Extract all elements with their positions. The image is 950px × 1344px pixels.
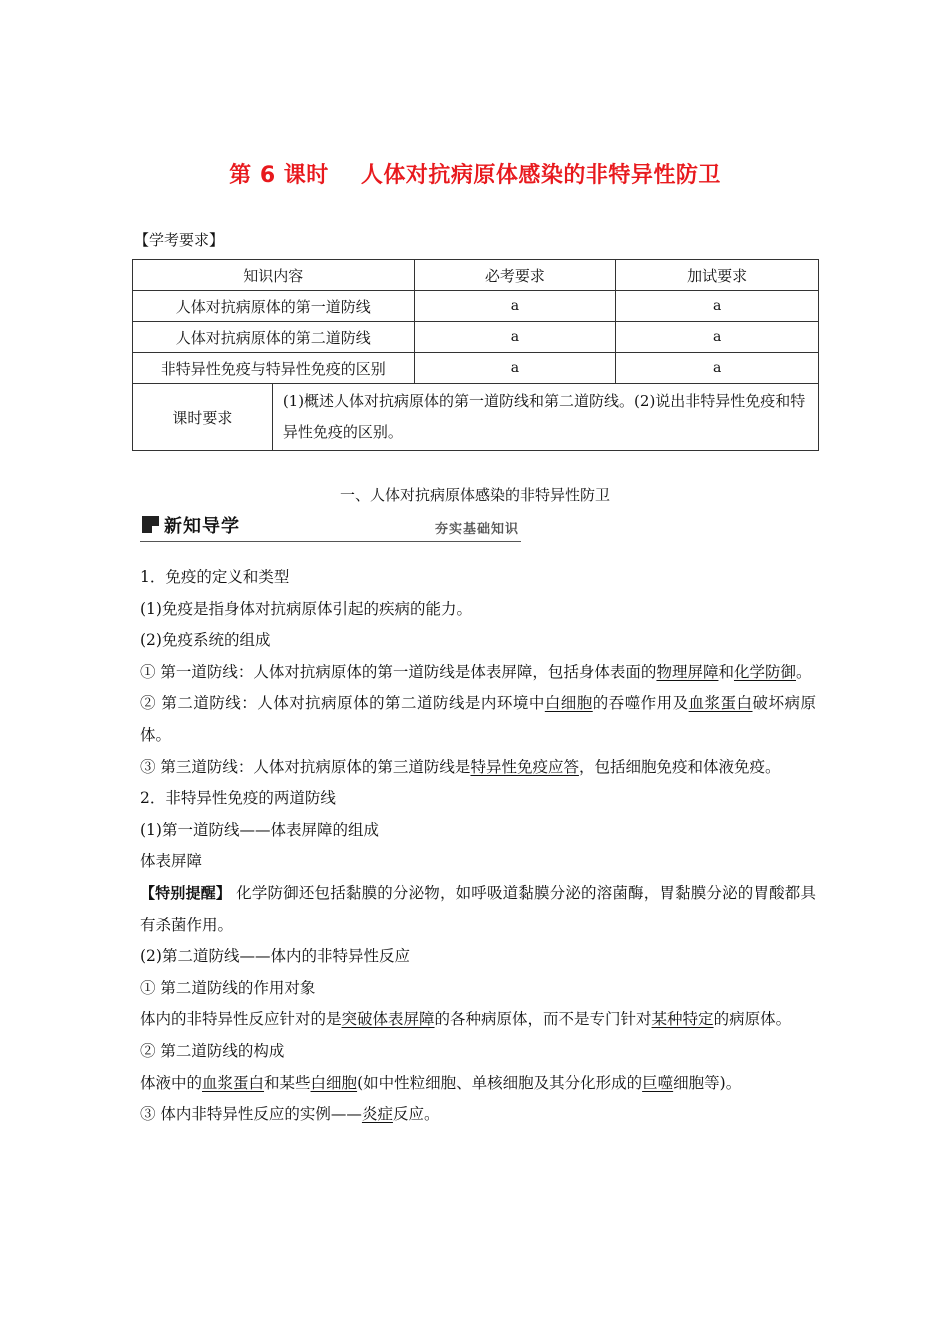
paragraph — [140, 1004, 816, 1036]
paragraph: 1．免疫的定义和类型 — [140, 568, 290, 586]
lesson-number: 第 6 课时 — [229, 163, 329, 188]
table-row — [133, 322, 819, 353]
page-title — [0, 158, 950, 189]
underlined-term: 血浆蛋白 — [688, 694, 753, 713]
paragraph — [140, 752, 816, 784]
paragraph: 体表屏障 — [140, 852, 203, 871]
text-span: 体液中的 — [140, 1073, 203, 1092]
paragraph — [140, 688, 816, 751]
text-span: ① 第一道防线：人体对抗病原体的第一道防线是体表屏障，包括身体表面的 — [140, 662, 657, 681]
text-span: 反应。 — [392, 1105, 440, 1124]
band-subtitle: 夯实基础知识 — [434, 522, 519, 537]
table-cell: a — [414, 291, 616, 322]
underlined-term: 炎症 — [361, 1105, 393, 1124]
header-cell: 加试要求 — [616, 260, 819, 291]
paragraph: ② 第二道防线的构成 — [140, 1041, 285, 1060]
table-cell: 人体对抗病原体的第二道防线 — [133, 322, 415, 353]
header-cell: 必考要求 — [414, 260, 616, 291]
paragraph: (2)第二道防线——体内的非特异性反应 — [140, 947, 410, 966]
requirements-table — [132, 259, 819, 451]
text-span: 。 — [795, 662, 812, 681]
underlined-term: 白细胞 — [544, 694, 593, 713]
paragraph — [140, 1068, 816, 1100]
table-cell: a — [616, 291, 819, 322]
text-span: 破坏病原体。 — [140, 694, 816, 744]
table-cell: a — [414, 353, 616, 384]
paragraph: ① 第二道防线的作用对象 — [140, 978, 316, 997]
text-span: (如中性粒细胞、单核细胞及其分化形成的 — [357, 1073, 643, 1092]
paragraph: (1)第一道防线——体表屏障的组成 — [140, 820, 379, 839]
underlined-term: 化学防御 — [733, 662, 796, 681]
table-cell: a — [616, 353, 819, 384]
underlined-term: 特异性免疫应答 — [470, 757, 579, 776]
band-title: 新知导学 — [164, 516, 240, 537]
xuekao-label: 【学考要求】 — [134, 231, 225, 249]
text-span: 细胞等)。 — [673, 1073, 742, 1092]
section-heading: 一、人体对抗病原体感染的非特异性防卫 — [339, 486, 610, 504]
table-cell: a — [414, 322, 616, 353]
paragraph: 2．非特异性免疫的两道防线 — [140, 789, 336, 808]
text-span: 化学防御还包括黏膜的分泌物，如呼吸道黏膜分泌的溶菌酶，胃黏膜分泌的胃酸都具有杀菌作用。 — [140, 883, 816, 934]
text-span: 的吞噬作用及 — [592, 694, 689, 713]
paragraph: (1)免疫是指身体对抗病原体引起的疾病的能力。 — [140, 599, 472, 618]
main-content — [140, 562, 816, 1131]
text-span: ，包括细胞免疫和体液免疫。 — [578, 757, 781, 776]
special-reminder — [140, 878, 816, 941]
reminder-label: 【特别提醒】 — [140, 883, 232, 902]
text-span: ③ 第三道防线：人体对抗病原体的第三道防线是 — [140, 757, 471, 776]
table-row — [133, 384, 819, 451]
band-divider — [140, 541, 521, 542]
text-span: 的病原体。 — [713, 1010, 792, 1029]
lesson-requirement-text: (1)概述人体对抗病原体的第一道防线和第二道防线。(2)说出非特异性免疫和特异性免疫的区别。 — [272, 384, 818, 451]
lesson-requirement-label: 课时要求 — [133, 384, 273, 451]
table-row — [133, 291, 819, 322]
section-band — [140, 512, 521, 542]
underlined-term: 某种特定 — [651, 1010, 714, 1029]
text-span: 体内的非特异性反应针对的是 — [140, 1010, 342, 1029]
text-span: 的各种病原体，而不是专门针对 — [434, 1010, 652, 1029]
table-header-row — [133, 260, 819, 291]
text-span: ② 第二道防线：人体对抗病原体的第二道防线是内环境中 — [140, 694, 545, 713]
text-span: ③ 体内非特异性反应的实例—— — [140, 1105, 362, 1124]
square-icon — [142, 516, 159, 533]
underlined-term: 巨噬 — [642, 1073, 674, 1092]
header-cell: 知识内容 — [133, 260, 415, 291]
table-cell: 非特异性免疫与特异性免疫的区别 — [133, 353, 415, 384]
paragraph — [140, 1099, 816, 1131]
paragraph — [140, 657, 816, 689]
table-cell: a — [616, 322, 819, 353]
underlined-term: 血浆蛋白 — [202, 1073, 265, 1092]
underlined-term: 白细胞 — [310, 1073, 358, 1092]
table-cell: 人体对抗病原体的第一道防线 — [133, 291, 415, 322]
lesson-title: 人体对抗病原体感染的非特异性防卫 — [360, 163, 721, 188]
underlined-term: 物理屏障 — [656, 662, 719, 681]
text-span: 和 — [718, 662, 734, 681]
paragraph: (2)免疫系统的组成 — [140, 631, 271, 650]
table-row — [133, 353, 819, 384]
text-span: 和某些 — [264, 1073, 311, 1092]
underlined-term: 突破体表屏障 — [341, 1010, 435, 1029]
